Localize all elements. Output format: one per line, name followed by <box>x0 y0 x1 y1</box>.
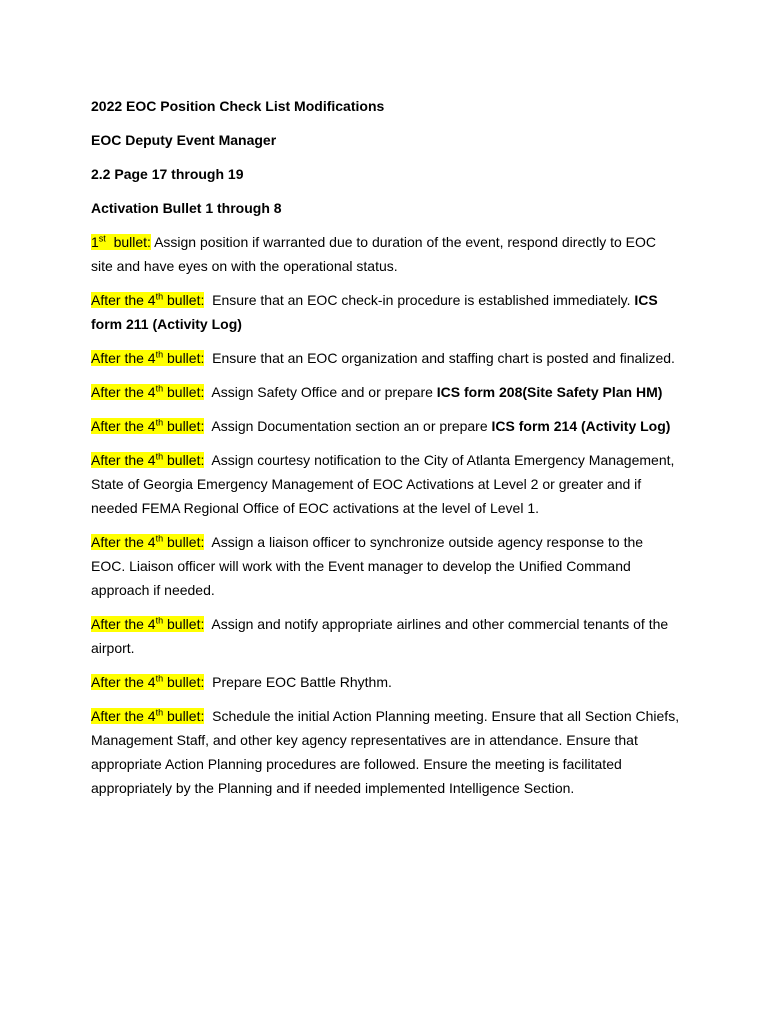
item-text: Prepare EOC Battle Rhythm. <box>204 674 392 690</box>
modification-item <box>91 530 681 602</box>
item-text: Ensure that an EOC check-in procedure is established immediately. <box>204 292 635 308</box>
after-bullet-label: After the 4th bullet: <box>91 533 205 550</box>
modification-item <box>91 414 681 438</box>
first-bullet-label: 1st bullet: <box>91 233 151 250</box>
document-page <box>91 94 681 810</box>
item-form-reference: ICS form 214 (Activity Log) <box>491 418 671 434</box>
item-form-reference: ICS form 208(Site Safety Plan HM) <box>436 384 663 400</box>
item-text: Assign and notify appropriate airlines and other commercial tenants of the airport. <box>91 616 673 656</box>
modification-list <box>91 288 681 800</box>
modification-item <box>91 448 681 520</box>
modification-item <box>91 670 681 694</box>
item-text: Assign courtesy notification to the City of Atlanta Emergency Management, State of Georgia Emergency Management of EOC Activations at Level 2 or greater and if needed FEMA Regional Office of EOC activations at the level of Level 1. <box>91 452 679 516</box>
after-bullet-label: After the 4th bullet: <box>91 707 205 724</box>
modification-item <box>91 288 681 336</box>
page-reference: 2.2 Page 17 through 19 <box>91 166 244 182</box>
after-bullet-label: After the 4th bullet: <box>91 291 205 308</box>
item-text: Assign a liaison officer to synchronize outside agency response to the EOC. Liaison officer will work with the Event manager to develop the Unified Command approach if needed. <box>91 534 647 598</box>
item-text: Ensure that an EOC organization and staffing chart is posted and finalized. <box>204 350 675 366</box>
position-name: EOC Deputy Event Manager <box>91 132 277 148</box>
item-form-reference: ICS form 211 (Activity Log) <box>91 292 658 332</box>
first-bullet-paragraph <box>91 230 681 278</box>
after-bullet-label: After the 4th bullet: <box>91 417 205 434</box>
item-text: Assign Documentation section an or prepare <box>204 418 492 434</box>
modification-item <box>91 612 681 660</box>
item-text: Assign Safety Office and or prepare <box>204 384 437 400</box>
document-title: 2022 EOC Position Check List Modifications <box>91 98 385 114</box>
after-bullet-label: After the 4th bullet: <box>91 451 205 468</box>
after-bullet-label: After the 4th bullet: <box>91 383 205 400</box>
modification-item <box>91 380 681 404</box>
modification-item <box>91 704 681 800</box>
item-text: Schedule the initial Action Planning meeting. Ensure that all Section Chiefs, Management Staff, and other key agency representatives are in attendance. Ensure that appropriate Action Planning procedures are followed. Ensure the meeting is facilitated appropriately by the Planning and if needed implemented Intelligence Section. <box>91 708 683 796</box>
activation-range: Activation Bullet 1 through 8 <box>91 200 282 216</box>
after-bullet-label: After the 4th bullet: <box>91 615 205 632</box>
first-bullet-text: Assign position if warranted due to duration of the event, respond directly to EOC site and have eyes on with the operational status. <box>91 234 657 274</box>
after-bullet-label: After the 4th bullet: <box>91 349 205 366</box>
modification-item <box>91 346 681 370</box>
after-bullet-label: After the 4th bullet: <box>91 673 205 690</box>
